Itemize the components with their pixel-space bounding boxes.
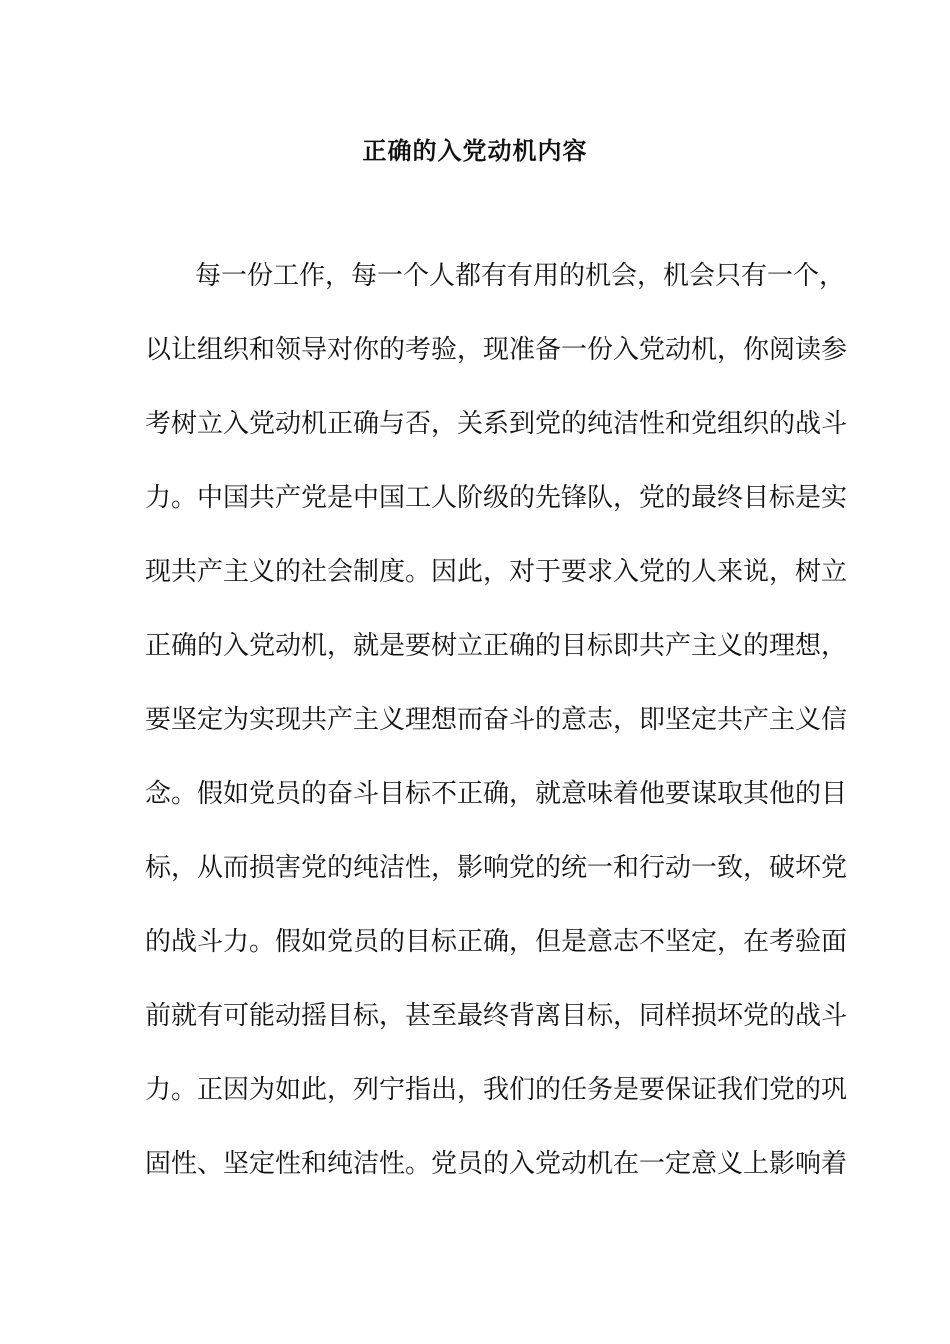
paragraph-line: 力。中国共产党是中国工人阶级的先锋队，党的最终目标是实 [145,483,848,513]
paragraph-line: 考树立入党动机正确与否，关系到党的纯洁性和党组织的战斗 [145,409,848,439]
paragraph-line: 现共产主义的社会制度。因此，对于要求入党的人来说，树立 [145,557,848,587]
paragraph-line: 以让组织和领导对你的考验，现准备一份入党动机，你阅读参 [145,335,848,365]
paragraph-line: 每一份工作，每一个人都有有用的机会，机会只有一个， [195,261,846,291]
paragraph-line: 前就有可能动摇目标，甚至最终背离目标，同样损坏党的战斗 [145,1001,848,1031]
document-title: 正确的入党动机内容 [362,136,588,165]
paragraph-line: 念。假如党员的奋斗目标不正确，就意味着他要谋取其他的目 [145,779,848,809]
paragraph-line: 标，从而损害党的纯洁性，影响党的统一和行动一致，破坏党 [145,853,848,883]
paragraph-line: 要坚定为实现共产主义理想而奋斗的意志，即坚定共产主义信 [145,705,848,735]
paragraph-line: 的战斗力。假如党员的目标正确，但是意志不坚定，在考验面 [145,927,848,957]
paragraph-line: 正确的入党动机，就是要树立正确的目标即共产主义的理想， [145,631,848,661]
paragraph-line: 力。正因为如此，列宁指出，我们的任务是要保证我们党的巩 [145,1075,848,1105]
paragraph-line: 固性、坚定性和纯洁性。党员的入党动机在一定意义上影响着 [145,1149,848,1179]
